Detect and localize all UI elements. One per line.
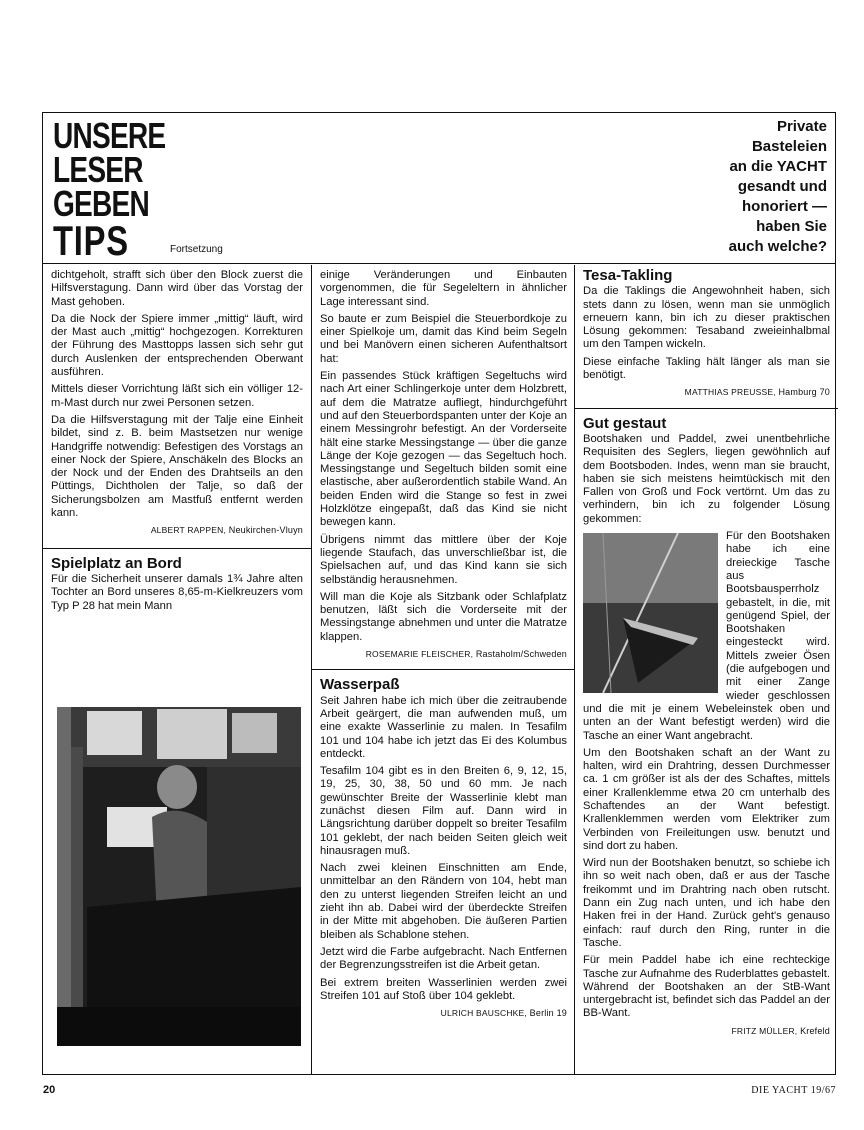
photo-graphic: [57, 707, 301, 1046]
paragraph: Bootshaken und Paddel, zwei unentbehrliche Requisiten des Seglers, liegen gewöhnlich auf dem Bootsboden. Indes, wenn man sie braucht, haben sie sich meistens heimtückisch mit den Fallen von Groß und Fock vertörnt. Um das zu verhindern, bin ich zu folgender Lösung gekommen:: [583, 432, 830, 525]
article-wasserpass: [312, 678, 575, 1020]
paragraph: Da die Hilfsverstagung mit der Talje eine Einheit bildet, sind z. B. beim Mastsetzen nur wenige Handgriffe notwendig: Befestigen des Vorstags an einer Nock der Spiere, Anschäkeln des Blocks an der Nock und der Enden des Drahtseils an den Püttings, Dichtholen der Talje, so daß der Sicherungsbolzen am Mastfuß entfernt werden kann.: [51, 413, 303, 520]
paragraph: Nach zwei kleinen Einschnitten am Ende, unmittelbar an den Rändern von 104, hebt man den zu unterst liegenden Streifen leicht an und zieht ihn ab. Dabei wird der überdeckte Streifen in der Mitte mit abgehoben. Die äußeren Partien bleiben als Schablone stehen.: [320, 862, 567, 941]
tagline-line: an die YACHT: [729, 158, 827, 175]
signature: [583, 1025, 830, 1038]
title-line-2: LESER: [53, 149, 143, 190]
paragraph: Diese einfache Takling hält länger als man sie benötigt.: [583, 355, 830, 382]
paragraph: Für die Sicherheit unserer damals 1¾ Jahre alten Tochter an Bord unseres 8,65-m-Kielkreuzers vom Typ P 28 hat mein Mann: [51, 572, 303, 612]
paragraph: Da die Nock der Spiere immer „mittig“ läuft, wird der Mast auch „mittig“ hochgezogen. Korrekturen der Führung des Masttopps lassen sich sehr gut durch Auslenken der entsprechenden Oberwant ausführen.: [51, 312, 303, 379]
tagline: [667, 117, 827, 257]
author-name: FRITZ MÜLLER,: [731, 1025, 798, 1036]
divider: [575, 408, 838, 409]
paragraph: Tesafilm 104 gibt es in den Breiten 6, 9, 12, 15, 19, 25, 30, 38, 50 und 60 mm. Je nach gewünschter Breite der Wasserlinie klebt man zunächst diesen Film auf. Dann wird in Längsrichtung darüber doppelt so breiter Tesafilm 101 geklebt, der nach beiden Seiten gleich weit hinausragen muß.: [320, 765, 567, 857]
paragraph: Jetzt wird die Farbe aufgebracht. Nach Entfernen der Begrenzungsstreifen ist die Arbeit getan.: [320, 945, 567, 972]
paragraph: Mittels dieser Vorrichtung läßt sich ein völliger 12-m-Mast durch nur zwei Personen setzen.: [51, 383, 303, 409]
paragraph: Bei extrem breiten Wasserlinien werden zwei Streifen 101 auf Stoß über 104 geklebt.: [320, 976, 567, 1002]
title-line-1: UNSERE: [53, 115, 166, 156]
article-title: Wasserpaß: [320, 676, 400, 694]
paragraph: Will man die Koje als Sitzbank oder Schlafplatz benutzen, läßt sich die Vorderseite mit der Messingstange abnehmen und unter die Matratze klappen.: [320, 590, 567, 643]
article-tesa-takling: [575, 265, 838, 400]
paragraph: dichtgeholt, strafft sich über den Block zuerst die Hilfsverstagung. Dann wird über das Vorstag der Mast gehoben.: [51, 269, 303, 308]
title-tips: TIPS: [53, 217, 129, 264]
article-spielplatz: [43, 554, 311, 613]
paragraph: Wird nun der Bootshaken benutzt, so schiebe ich ihn so weit nach oben, daß er aus der Tasche freikommt und im Drahtring nach oben rutscht. Dann ein Zug nach unten, und ich habe den Haken frei in der Hand. Zurück geht's genauso einfach: rauf durch den Ring, runter in die Tasche.: [583, 857, 830, 949]
column-2: [311, 265, 575, 1074]
author-place: Hamburg 70: [778, 387, 830, 398]
child-in-bunk-photo: [57, 707, 301, 1046]
article-frame: [42, 112, 836, 1075]
paragraph: Übrigens nimmt das mittlere über der Koje liegende Staufach, das unverschließbar ist, die Spielsachen auf, und das Kind kann sie sich selbständig herausnehmen.: [320, 533, 567, 586]
magazine-issue: DIE YACHT 19/67: [751, 1085, 836, 1096]
author-place: Neukirchen-Vluyn: [228, 525, 303, 536]
tagline-line: Private: [776, 118, 827, 135]
author-place: Rastaholm/Schweden: [475, 649, 567, 660]
author-name: ALBERT RAPPEN,: [150, 525, 227, 536]
author-name: ROSEMARIE FLEISCHER,: [365, 649, 474, 660]
paragraph: Für den Bootshaken habe ich eine dreieckige Tasche aus Bootsbausperrholz gebastelt, in die, mit genügend Spiel, der Bootshaken eingesteckt wird. Mittels zweier Ösen (die aufgebogen und mit einer Zange wieder geschlossen und die mit je einem Webeleinstek oben und unten an der Want befestigt werden) wird die Tasche an einer Want angebracht.: [583, 530, 830, 742]
boathook-pocket-photo: [583, 533, 718, 693]
photo-graphic: [583, 533, 718, 693]
signature: [320, 1007, 567, 1020]
article-title: Tesa-Takling: [583, 267, 673, 284]
signature: [320, 648, 567, 661]
author-place: Berlin 19: [529, 1008, 567, 1019]
title-line-3: GEBEN: [53, 183, 149, 224]
paragraph: Da die Taklings die Angewohnheit haben, sich stets dann zu lösen, wenn man sie unmöglich erneuern kann, bin ich zu dieser praktischen Lösung gekommen: Tesaband zweieinhalbmal um den Tampen wickeln.: [583, 285, 830, 351]
article-gut-gestaut: [575, 414, 838, 1038]
signature: [583, 386, 830, 399]
tagline-line: auch welche?: [728, 238, 827, 255]
author-name: ULRICH BAUSCHKE,: [440, 1008, 527, 1019]
paragraph: So baute er zum Beispiel die Steuerbordkoje zu einer Spielkoje um, damit das Kind beim Segeln und bei Manövern einen sicheren Aufenthaltsort hat:: [320, 312, 567, 365]
paragraph: Für mein Paddel habe ich eine rechteckige Tasche zur Aufnahme des Ruderblattes gebastelt. Während der Bootshaken an der StB-Want untergebracht ist, befindet sich das Paddel an der BB-Want.: [583, 954, 830, 1020]
tagline-line: gesandt und: [737, 178, 827, 195]
tagline-line: honoriert —: [742, 198, 827, 215]
article-mast: [43, 265, 311, 538]
article-title: Gut gestaut: [583, 414, 667, 432]
paragraph: einige Veränderungen und Einbauten vorgenommen, die für Segeleltern in ähnlicher Lage interessant sind.: [320, 269, 567, 308]
page-number: 20: [43, 1084, 56, 1096]
column-3: [574, 265, 838, 1074]
divider: [43, 548, 311, 549]
paragraph: Seit Jahren habe ich mich über die zeitraubende Arbeit geärgert, die man aufwenden muß, um eine exakte Wasserlinie zu malen. In Tesafilm 101 und 104 habe ich jetzt das Ei des Kolumbus entdeckt.: [320, 694, 567, 760]
tagline-line: Basteleien: [751, 138, 827, 155]
continuation-label: Fortsetzung: [170, 244, 223, 255]
author-name: MATTHIAS PREUSSE,: [684, 387, 776, 398]
paragraph: Um den Bootshaken schaft an der Want zu halten, wird ein Drahtring, dessen Durchmesser ca. 1 cm größer ist als der des Schaftes, mittels einer Krallenklemme etwa 20 cm unterhalb des Schaftendes an der Want befestigt. Krallenklemmen werden vom Elektriker zum Verbinden von Freileitungen usw. benutzt und sind dort zu haben.: [583, 746, 830, 852]
tagline-line: haben Sie: [756, 218, 827, 235]
article-spielplatz-continued: [312, 265, 575, 661]
paragraph: Ein passendes Stück kräftigen Segeltuchs wird nach Art einer Schlingerkoje unter dem Holzbrett, auf dem die Matratze aufliegt, hindurchgeführt und auf den Steuerbordspanten unter der Koje an einem Messingrohr befestigt. An der Vorderseite hält eine starke Messingstange — über die ganze Länge der Koje gezogen — das Segeltuch hoch. Messingstange und Segeltuch bilden somit eine elastische, aber außerordentlich stabile Wand. An beiden Enden wird die Stange so fest in zwei Holzklötze eingepaßt, daß das Kind sie nicht bewegen kann.: [320, 370, 567, 529]
article-title: Spielplatz an Bord: [51, 554, 182, 572]
divider: [312, 669, 575, 670]
signature: [51, 524, 303, 537]
column-1: [43, 265, 311, 1074]
header: [43, 113, 835, 264]
author-place: Krefeld: [800, 1025, 830, 1036]
